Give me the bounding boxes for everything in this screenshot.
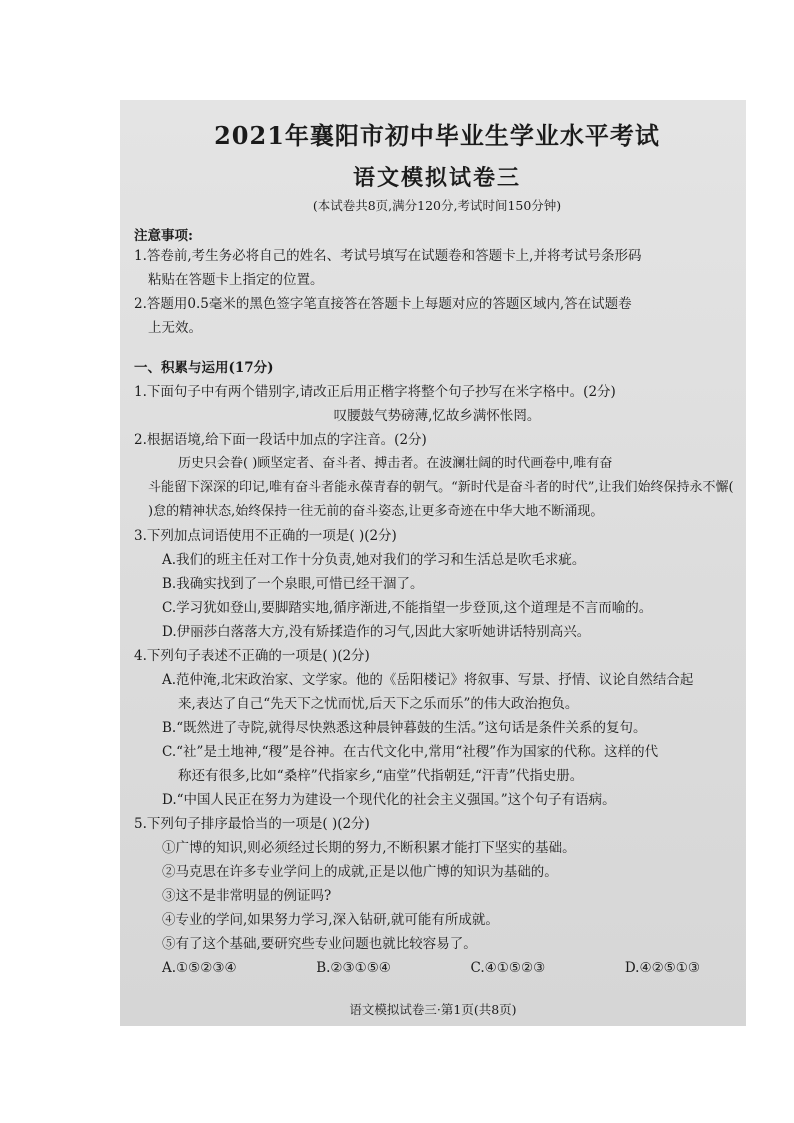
question-5-choices bbox=[134, 956, 740, 980]
question-5-stem: 5.下列句子排序最恰当的一项是( )(2分) bbox=[134, 816, 370, 832]
paper-subtitle: 语文模拟试卷三 bbox=[352, 165, 521, 191]
question-5-sentence-2: ②马克思在许多专业学问上的成就,正是以他广博的知识为基础的。 bbox=[162, 864, 558, 880]
question-5-sentence-4: ④专业的学问,如果努力学习,深入钻研,就可能有所成就。 bbox=[162, 912, 499, 928]
question-3-option-a: A.我们的班主任对工作十分负责,她对我们的学习和生活总是吹毛求疵。 bbox=[162, 552, 586, 568]
option-c-line1: C.“社”是土地神,“稷”是谷神。在古代文化中,常用“社稷”作为国家的代称。这样的代 bbox=[162, 744, 659, 760]
notice-heading: 注意事项: bbox=[134, 228, 193, 244]
question-5-sentence-3: ③这不是非常明显的例证吗? bbox=[162, 888, 332, 904]
question-1-sentence: 叹腰鼓气势磅薄,忆故乡满怀怅罔。 bbox=[333, 408, 541, 424]
choice-b: B.②③①⑤④ bbox=[316, 960, 391, 976]
question-4-stem: 4.下列句子表述不正确的一项是( )(2分) bbox=[134, 648, 370, 664]
question-3-option-c: C.学习犹如登山,要脚踏实地,循序渐进,不能指望一步登顶,这个道理是不言而喻的。 bbox=[162, 600, 653, 616]
exam-page bbox=[120, 100, 746, 1026]
passage-first-line: 历史只会眷( )顾坚定者、奋斗者、搏击者。在波澜壮阔的时代画卷中,唯有奋 bbox=[178, 456, 613, 471]
notice-item-2-cont: 上无效。 bbox=[148, 320, 202, 336]
exam-title: 2021年襄阳市初中毕业生学业水平考试 bbox=[214, 121, 660, 150]
section-heading: 一、积累与运用(17分) bbox=[134, 360, 274, 376]
question-1-stem: 1.下面句子中有两个错别字,请改正后用正楷字将整个句子抄写在米字格中。(2分) bbox=[134, 384, 616, 400]
choice-c: C.④①⑤②③ bbox=[470, 960, 546, 976]
question-5-sentence-1: ①广博的知识,则必须经过长期的努力,不断积累才能打下坚实的基础。 bbox=[162, 840, 576, 856]
notice-item-1-cont: 粘贴在答题卡上指定的位置。 bbox=[148, 272, 324, 288]
option-c-line2: 称还有很多,比如“桑梓”代指家乡,“庙堂”代指朝廷,“汗青”代指史册。 bbox=[178, 768, 584, 784]
question-4-option-c bbox=[134, 740, 740, 788]
question-3-option-b: B.我确实找到了一个泉眼,可惜已经干涸了。 bbox=[162, 576, 424, 592]
question-5-sentence-5: ⑤有了这个基础,要研究些专业问题也就比较容易了。 bbox=[162, 936, 477, 952]
question-3-option-d: D.伊丽莎白落落大方,没有矫揉造作的习气,因此大家听她讲话特别高兴。 bbox=[162, 624, 591, 640]
question-4-option-a bbox=[134, 668, 740, 716]
question-3-stem: 3.下列加点词语使用不正确的一项是( )(2分) bbox=[134, 528, 397, 544]
question-2-passage bbox=[134, 452, 740, 524]
choice-d: D.④②⑤①③ bbox=[624, 960, 700, 976]
question-4-option-b: B.“既然进了寺院,就得尽快熟悉这种晨钟暮鼓的生活。”这句话是条件关系的复句。 bbox=[162, 720, 647, 736]
choice-a: A.①⑤②③④ bbox=[162, 960, 237, 976]
passage-rest: 斗能留下深深的印记,唯有奋斗者能永葆青春的朝气。“新时代是奋斗者的时代”,让我们始终保持永不懈( )怠的精神状态,始终保持一往无前的奋斗姿态,让更多奇迹在中华大地不断涌现。 bbox=[148, 480, 734, 519]
option-a-line2: 来,表达了自己“先天下之忧而忧,后天下之乐而乐”的伟大政治抱负。 bbox=[178, 696, 579, 712]
question-2-stem: 2.根据语境,给下面一段话中加点的字注音。(2分) bbox=[134, 432, 427, 448]
notice-item-2: 2.答题用0.5毫米的黑色签字笔直接答在答题卡上每题对应的答题区域内,答在试题卷 bbox=[134, 296, 632, 312]
exam-info: (本试卷共8页,满分120分,考试时间150分钟) bbox=[312, 198, 562, 213]
option-a-line1: A.范仲淹,北宋政治家、文学家。他的《岳阳楼记》将叙事、写景、抒情、议论自然结合起 bbox=[162, 672, 694, 688]
question-4-option-d: D.“中国人民正在努力为建设一个现代化的社会主义强国。”这个句子有语病。 bbox=[162, 792, 616, 808]
notice-item-1: 1.答卷前,考生务必将自己的姓名、考试号填写在试题卷和答题卡上,并将考试号条形码 bbox=[134, 248, 642, 264]
page-footer: 语文模拟试卷三·第1页(共8页) bbox=[349, 1002, 517, 1017]
